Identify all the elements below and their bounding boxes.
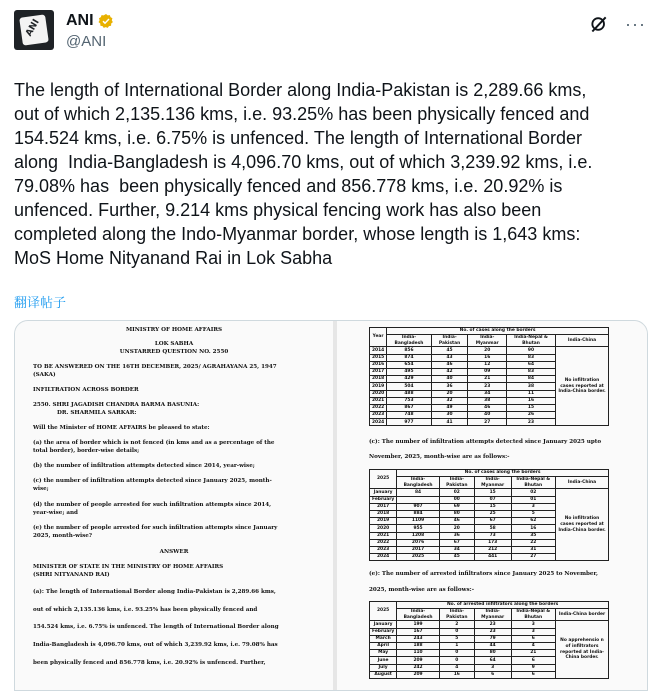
- table-cell: 654: [387, 361, 431, 368]
- table-cell: 64: [474, 657, 511, 664]
- table-header-row: [370, 602, 609, 609]
- table-cell: 67: [474, 518, 511, 525]
- table-cell: 62: [511, 518, 556, 525]
- table-cell: 80: [474, 650, 511, 657]
- doc-ministry: MINISTRY OF HOME AFFAIRS: [125, 327, 223, 333]
- table-cell: 21: [468, 376, 507, 383]
- doc-e-heading-2: 2025, month-wise are as follows:-: [369, 587, 475, 593]
- table-cell: 34: [468, 390, 507, 397]
- table-cell: 188: [397, 642, 440, 649]
- table-cell: 2: [439, 621, 474, 628]
- table-header-cell: India-Myanmar: [468, 335, 507, 347]
- table-cell: 2020: [370, 390, 387, 397]
- table-cell: 110: [397, 650, 440, 657]
- doc-answer-line: India-Bangladesh is 4,096.70 kms, out of which 3,239.92 kms, i.e. 79.08% has: [33, 642, 278, 648]
- table-cell: 3: [511, 628, 556, 635]
- table-cell: 02: [511, 489, 556, 496]
- table-cell: January: [370, 621, 397, 628]
- doc-answer-line: 154.524 kms, i.e. 6.75% is unfenced. The length of International Border along: [33, 624, 279, 630]
- doc-minister-2: (SHRI NITYANAND RAI): [33, 572, 110, 578]
- table-cell: 46: [468, 404, 507, 411]
- china-note-cell: No apprehensio n of infiltrators reported at India-China border.: [556, 621, 609, 679]
- table-cell: 5: [439, 635, 474, 642]
- table-group-header: No. of cases along the borders: [387, 328, 609, 335]
- table-cases-monthwise: [369, 469, 609, 561]
- table-header-cell: India-Pakistan: [431, 335, 468, 347]
- table-cell: 6: [511, 671, 556, 678]
- table-header-row: [370, 328, 609, 335]
- table-cell: February: [370, 496, 397, 503]
- table-header-cell: India-Bangladesh: [397, 609, 440, 621]
- table-cell: 01: [511, 496, 556, 503]
- table-cell: 2017: [397, 546, 440, 553]
- doc-qe-2: 2025, month-wise?: [33, 533, 93, 539]
- table-header-row: [370, 470, 609, 477]
- table-cell: 6: [511, 635, 556, 642]
- table-header-cell: India-China: [556, 335, 609, 347]
- table-header-cell: India-Pakistan: [439, 477, 474, 489]
- table-cell: 495: [387, 368, 431, 375]
- table-cell: 6: [511, 657, 556, 664]
- table-cell: 2019: [370, 383, 387, 390]
- table-cell: 15: [506, 404, 555, 411]
- table-cell: 0: [439, 628, 474, 635]
- table-header-cell: India-Nepal & Bhutan: [511, 609, 556, 621]
- doc-answer-heading: ANSWER: [159, 549, 189, 555]
- table-cell: 44: [474, 642, 511, 649]
- table-header-row: [370, 477, 609, 489]
- table-cell: 32: [431, 397, 468, 404]
- table-header-cell: India-Nepal & Bhutan: [511, 477, 556, 489]
- table-cell: 1208: [397, 532, 440, 539]
- table-cell: 49: [431, 404, 468, 411]
- table-header-cell: India-China: [556, 477, 609, 489]
- doc-answered: TO BE ANSWERED ON THE 16TH DECEMBER, 2025/ AGRAHAYANA 25, 1947: [33, 364, 277, 370]
- doc-answer-line: out of which 2,135.136 kms, i.e. 93.25% has been physically fenced and: [33, 607, 258, 613]
- table-cell: 11: [506, 390, 555, 397]
- doc-qd: (d) the number of people arrested for such infiltration attempts since 2014,: [33, 502, 272, 508]
- table-cell: April: [370, 642, 397, 649]
- translate-post-link[interactable]: 翻译帖子: [14, 295, 67, 310]
- table-header-row: [370, 335, 609, 347]
- table-cell: 16: [468, 354, 507, 361]
- doc-subject: INFILTRATION ACROSS BORDER: [33, 387, 139, 393]
- table-cell: 856: [387, 347, 431, 354]
- table-row: [370, 347, 609, 354]
- table-cell: 1109: [397, 518, 440, 525]
- table-cell: 09: [468, 368, 507, 375]
- table-cell: 3: [511, 621, 556, 628]
- doc-qd-2: year-wise; and: [33, 510, 78, 516]
- table-cell: 2021: [370, 532, 397, 539]
- table-cell: 40: [431, 376, 468, 383]
- table-cell: 9: [511, 664, 556, 671]
- table-cell: 84: [397, 489, 440, 496]
- table-cell: 173: [474, 539, 511, 546]
- doc-qc: (c) the number of infiltration attempts detected since January 2025, month-: [33, 478, 272, 484]
- table-cell: 35: [511, 532, 556, 539]
- table-cell: 209: [397, 671, 440, 678]
- document-image-right[interactable]: [337, 321, 647, 690]
- doc-answer-line: (a): The length of International Border along India-Pakistan is 2,289.66 kms,: [33, 589, 276, 595]
- table-cell: January: [370, 489, 397, 496]
- table-cell: 3: [511, 503, 556, 510]
- doc-saka: (SAKA): [33, 372, 56, 378]
- table-cell: 3: [474, 664, 511, 671]
- table-cell: 0: [439, 650, 474, 657]
- doc-e-heading: (e): The number of arrested infiltrators since January 2025 to November,: [369, 571, 598, 577]
- table-cell: 441: [474, 554, 511, 561]
- table-cell: August: [370, 671, 397, 678]
- table-cell: 2018: [370, 376, 387, 383]
- table-header-cell: 2025: [370, 470, 397, 489]
- table-cell: 2017: [370, 503, 397, 510]
- table-cell: 73: [474, 532, 511, 539]
- table-group-header: No. of cases along the borders: [397, 470, 609, 477]
- table-cell: February: [370, 628, 397, 635]
- doc-askers-2: DR. SHARMILA SARKAR:: [57, 410, 137, 416]
- doc-house: LOK SABHA: [154, 341, 194, 347]
- china-note-cell: No infiltration cases reported at India-China border.: [556, 489, 609, 561]
- doc-question: UNSTARRED QUESTION NO. 2550: [119, 349, 229, 355]
- table-cell: 488: [387, 390, 431, 397]
- table-cell: 23: [506, 419, 555, 426]
- table-cell: 45: [439, 554, 474, 561]
- doc-qe: (e) the number of people arrested for such infiltration attempts since January: [33, 525, 278, 531]
- table-cell: 23: [474, 628, 511, 635]
- table-cell: 429: [387, 376, 431, 383]
- table-cell: 64: [506, 361, 555, 368]
- table-cell: July: [370, 664, 397, 671]
- table-cell: 25: [474, 510, 511, 517]
- avatar[interactable]: [14, 10, 54, 50]
- table-cell: [397, 496, 440, 503]
- table-cell: 20: [439, 525, 474, 532]
- table-cell: 46: [439, 518, 474, 525]
- table-cell: 2014: [370, 347, 387, 354]
- table-header-cell: India-Bangladesh: [387, 335, 431, 347]
- table-cell: June: [370, 657, 397, 664]
- table-cell: 67: [439, 539, 474, 546]
- table-cell: May: [370, 650, 397, 657]
- table-cell: 2025: [397, 554, 440, 561]
- table-cell: 2017: [370, 368, 387, 375]
- table-cell: 2076: [397, 539, 440, 546]
- table-cell: 2021: [370, 397, 387, 404]
- doc-intro: Will the Minister of HOME AFFAIRS be pleased to state:: [33, 425, 210, 431]
- table-cell: 79: [474, 635, 511, 642]
- table-cell: 867: [387, 404, 431, 411]
- table-cell: 6: [474, 671, 511, 678]
- table-cell: 41: [431, 419, 468, 426]
- tweet-text: The length of International Border along India-Pakistan is 2,289.66 kms, out of which 2,135.136 kms, i.e. 93.25% has been physically fenced and 154.524 kms, i.e. 6.75% is unfenced. The length of International Border along India-Bangladesh is 4,096.70 kms, out of which 3,239.92 kms, i.e. 79.08% has been physically fenced and 856.778 kms, i.e. 20.92% is unfenced. Further, 9.214 kms physical fencing work has also been completed along the Indo-Myanmar border, whose length is 1,643 kms: MoS Home Nityanand Rai in Lok Sabha: [14, 80, 593, 268]
- doc-qb: (b) the number of infiltration attempts detected since 2014, year-wise;: [33, 463, 255, 469]
- table-cell: 16: [506, 397, 555, 404]
- table-cell: 977: [387, 419, 431, 426]
- table-cell: 20: [468, 347, 507, 354]
- table-cell: 907: [397, 503, 440, 510]
- doc-askers: 2550. SHRI JAGADISH CHANDRA BARMA BASUNIA:: [33, 402, 200, 408]
- table-header-cell: India-Myanmar: [474, 477, 511, 489]
- table-group-header: No. of arrested infiltrators along the borders: [397, 602, 609, 609]
- tweet-header: [14, 10, 646, 62]
- table-cell: 07: [474, 496, 511, 503]
- table-cell: 83: [506, 368, 555, 375]
- handle[interactable]: @ANI: [66, 33, 107, 50]
- table-cell: 753: [387, 397, 431, 404]
- china-note-cell: No infiltration cases reported at India-China border.: [556, 347, 609, 426]
- table-cell: 30: [431, 412, 468, 419]
- table-cell: 21: [511, 650, 556, 657]
- display-name[interactable]: ANI: [66, 12, 94, 29]
- table-cell: 36: [439, 532, 474, 539]
- table-cases-yearwise: [369, 327, 609, 426]
- doc-qa-2: total border), border-wise details;: [33, 448, 140, 454]
- table-cell: 2016: [370, 361, 387, 368]
- table-cell: 27: [511, 554, 556, 561]
- doc-c-heading-2: November, 2025, month-wise are as follows:-: [369, 454, 510, 460]
- table-cell: 42: [431, 368, 468, 375]
- doc-answer-line: been physically fenced and 856.778 kms, i.e. 20.92% is unfenced. Further,: [33, 660, 266, 666]
- table-header-cell: India-Pakistan: [439, 609, 474, 621]
- table-cell: 36: [431, 383, 468, 390]
- table-cell: 2022: [370, 539, 397, 546]
- table-cell: 90: [506, 347, 555, 354]
- table-cell: 5: [511, 510, 556, 517]
- table-cell: 46: [431, 361, 468, 368]
- more-options-icon[interactable]: ···: [625, 14, 646, 34]
- document-image-left[interactable]: [15, 321, 333, 690]
- table-cell: 23: [474, 621, 511, 628]
- table-cell: 2023: [370, 412, 387, 419]
- doc-minister: MINISTER OF STATE IN THE MINISTRY OF HOME AFFAIRS: [33, 564, 224, 570]
- table-cell: 00: [439, 496, 474, 503]
- table-cell: 38: [468, 397, 507, 404]
- author-names: [66, 12, 114, 50]
- table-cell: 2024: [370, 419, 387, 426]
- table-header-cell: 2025: [370, 602, 397, 621]
- table-header-cell: India-Myanmar: [474, 609, 511, 621]
- table-cell: 45: [431, 347, 468, 354]
- table-cell: 242: [397, 664, 440, 671]
- table-cell: 27: [468, 419, 507, 426]
- table-cell: 212: [474, 546, 511, 553]
- table-cell: 2020: [370, 525, 397, 532]
- table-cell: 34: [439, 546, 474, 553]
- table-cell: 26: [506, 412, 555, 419]
- doc-c-heading: (c): The number of infiltration attempts detected since January 2025 upto: [369, 439, 602, 445]
- table-cell: 884: [397, 510, 440, 517]
- table-cell: March: [370, 635, 397, 642]
- table-cell: 4: [439, 664, 474, 671]
- table-cell: 4: [511, 642, 556, 649]
- table-cell: 84: [506, 376, 555, 383]
- table-cell: 22: [511, 539, 556, 546]
- table-header-cell: India-Bangladesh: [397, 477, 440, 489]
- table-cell: 209: [397, 657, 440, 664]
- table-cell: 955: [397, 525, 440, 532]
- table-cell: 243: [397, 635, 440, 642]
- table-arrests-monthwise: [369, 601, 609, 679]
- table-cell: 15: [474, 489, 511, 496]
- table-header-row: [370, 609, 609, 621]
- table-cell: 43: [431, 354, 468, 361]
- table-cell: 0: [439, 657, 474, 664]
- table-cell: 199: [397, 621, 440, 628]
- table-cell: 748: [387, 412, 431, 419]
- table-cell: 874: [387, 354, 431, 361]
- table-cell: 40: [468, 412, 507, 419]
- table-cell: 23: [468, 383, 507, 390]
- table-cell: 1: [439, 642, 474, 649]
- table-cell: 2023: [370, 546, 397, 553]
- table-header-cell: India-China border: [556, 609, 609, 621]
- table-cell: 15: [474, 503, 511, 510]
- table-cell: 58: [474, 525, 511, 532]
- verified-badge-icon: [98, 13, 114, 29]
- table-row: [370, 621, 609, 628]
- table-cell: 16: [511, 525, 556, 532]
- table-cell: 504: [387, 383, 431, 390]
- table-cell: 2024: [370, 554, 397, 561]
- table-cell: 83: [506, 354, 555, 361]
- table-cell: 2018: [370, 510, 397, 517]
- avatar-logo-text: ANI: [24, 17, 42, 39]
- table-cell: 31: [511, 546, 556, 553]
- doc-qc-2: wise;: [33, 486, 49, 492]
- table-cell: 167: [397, 628, 440, 635]
- table-row: [370, 489, 609, 496]
- table-header-cell: India-Nepal & Bhutan: [506, 335, 555, 347]
- doc-qa: (a) the area of border which is not fenced (in kms and as a percentage of the: [33, 440, 275, 446]
- table-cell: 20: [431, 390, 468, 397]
- table-cell: 16: [439, 671, 474, 678]
- table-cell: 80: [439, 510, 474, 517]
- table-cell: 69: [439, 503, 474, 510]
- grok-icon[interactable]: [589, 14, 609, 34]
- table-cell: 2022: [370, 404, 387, 411]
- table-header-cell: Year: [370, 328, 387, 347]
- table-cell: 12: [468, 361, 507, 368]
- tweet-media[interactable]: [14, 320, 648, 691]
- table-cell: 38: [506, 383, 555, 390]
- table-cell: 02: [439, 489, 474, 496]
- table-cell: 2015: [370, 354, 387, 361]
- table-cell: 2019: [370, 518, 397, 525]
